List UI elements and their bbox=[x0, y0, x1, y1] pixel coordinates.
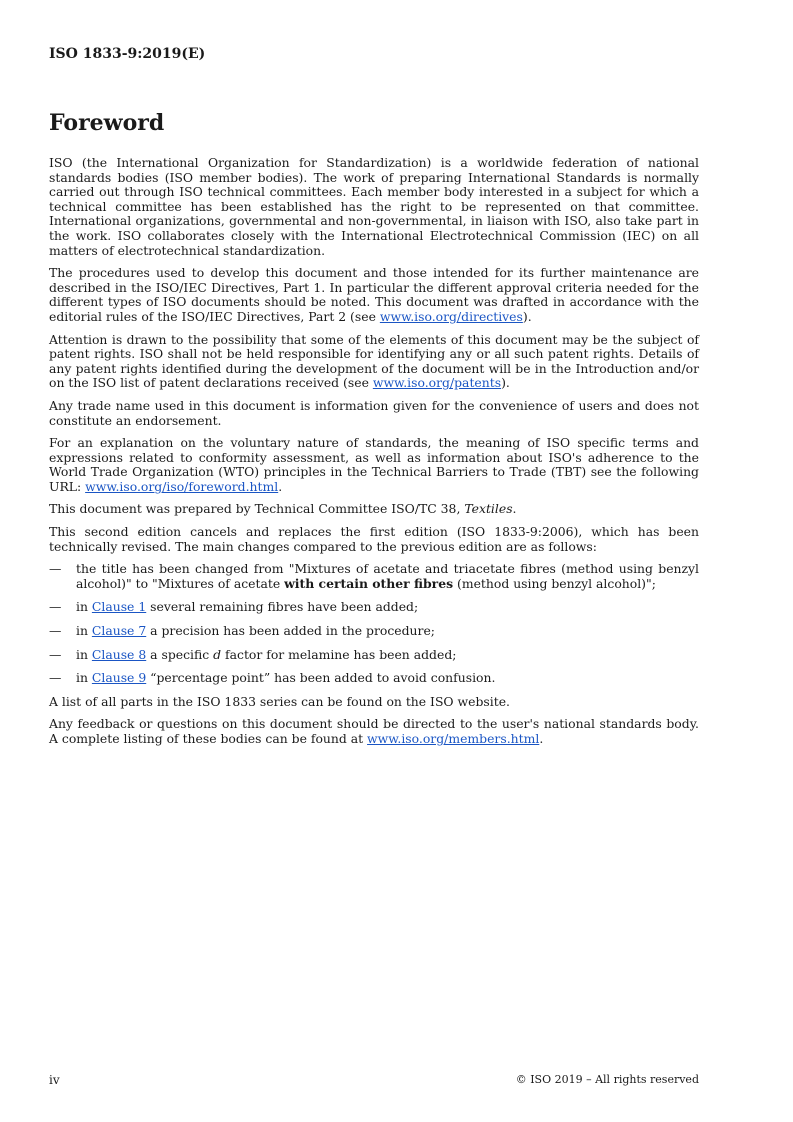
committee-name: Textiles bbox=[464, 501, 513, 517]
page-number: iv bbox=[49, 1073, 60, 1087]
dash-bullet: — bbox=[49, 670, 62, 686]
list-item: — the title has been changed from "Mixtures of acetate and triacetate fibres (method using benzyl alcohol)" to "Mixtures of acetate with certain other fibres (method using benzyl alcohol)"; bbox=[49, 561, 699, 591]
dash-bullet: — bbox=[49, 561, 62, 577]
clause-7-link[interactable]: Clause 7 bbox=[91, 623, 147, 639]
list-item: — in Clause 8 a specific d factor for melamine has been added; bbox=[49, 646, 457, 662]
clause-8-link[interactable]: Clause 8 bbox=[91, 646, 147, 662]
dash-bullet: — bbox=[49, 646, 62, 662]
paragraph-second-edition: This second edition cancels and replaces the first edition (ISO 1833-9:2006), which has been technically revised. The main changes compared to the previous edition are as follows: bbox=[49, 524, 699, 554]
list-item: — in Clause 7 a precision has been added in the procedure; bbox=[49, 623, 435, 639]
paragraph-series-list: A list of all parts in the ISO 1833 series can be found on the ISO website. bbox=[49, 693, 510, 709]
list-item: — in Clause 9 “percentage point” has been added to avoid confusion. bbox=[49, 670, 496, 686]
list-item: — in Clause 1 several remaining fibres have been added; bbox=[49, 599, 419, 615]
paragraph-committee: This document was prepared by Technical Committee ISO/TC 38, Textiles. bbox=[49, 501, 517, 517]
document-id-header: ISO 1833-9:2019(E) bbox=[49, 46, 206, 62]
copyright-notice: © ISO 2019 – All rights reserved bbox=[515, 1073, 699, 1086]
members-link[interactable]: www.iso.org/members.html bbox=[367, 731, 540, 746]
patents-link[interactable]: www.iso.org/patents bbox=[372, 375, 502, 391]
page-title: Foreword bbox=[49, 110, 165, 136]
paragraph-voluntary-nature: For an explanation on the voluntary nature of standards, the meaning of ISO specific terms and expressions related to conformity assessment, as well as information about ISO's adherence to the World Trade Organization (WTO) principles in the Technical Barriers to Trade (TBT) see the following URL: www.iso.org/iso/foreword.html. bbox=[49, 435, 699, 494]
directives-link[interactable]: www.iso.org/directives bbox=[379, 308, 523, 324]
clause-9-link[interactable]: Clause 9 bbox=[91, 670, 147, 686]
dash-bullet: — bbox=[49, 599, 62, 615]
paragraph-patents: Attention is drawn to the possibility that some of the elements of this document may be the subject of patent rights. ISO shall not be held responsible for identifying any or all such patent rights. Details of any patent rights identified during the development of the document will be in the Introduction and/or on the ISO list of patent declarations received (see www.iso.org/patents). bbox=[49, 331, 699, 391]
clause-1-link[interactable]: Clause 1 bbox=[91, 599, 147, 615]
paragraph-procedures: The procedures used to develop this document and those intended for its further maintenance are described in the ISO/IEC Directives, Part 1. In particular the different approval criteria needed for the different types of ISO documents should be noted. This document was drafted in accordance with the editorial rules of the ISO/IEC Directives, Part 2 (see www.iso.org/directives). bbox=[49, 265, 699, 324]
foreword-body bbox=[49, 156, 699, 755]
paragraph-feedback: Any feedback or questions on this document should be directed to the user's national standards body. A complete listing of these bodies can be found at www.iso.org/members.html. bbox=[49, 716, 699, 746]
dash-bullet: — bbox=[49, 623, 62, 639]
paragraph-iso-intro: ISO (the International Organization for Standardization) is a worldwide federation of national standards bodies (ISO member bodies). The work of preparing International Standards is normally carried out through ISO technical committees. Each member body interested in a subject for which a technical committee has been established has the right to be represented on that committee. International organizations, governmental and non-governmental, in liaison with ISO, also take part in the work. ISO collaborates closely with the International Electrotechnical Commission (IEC) on all matters of electrotechnical standardization. bbox=[49, 155, 699, 258]
foreword-link[interactable]: www.iso.org/iso/foreword.html bbox=[85, 478, 279, 494]
paragraph-trade-name: Any trade name used in this document is information given for the convenience of users and does not constitute an endorsement. bbox=[49, 397, 699, 428]
